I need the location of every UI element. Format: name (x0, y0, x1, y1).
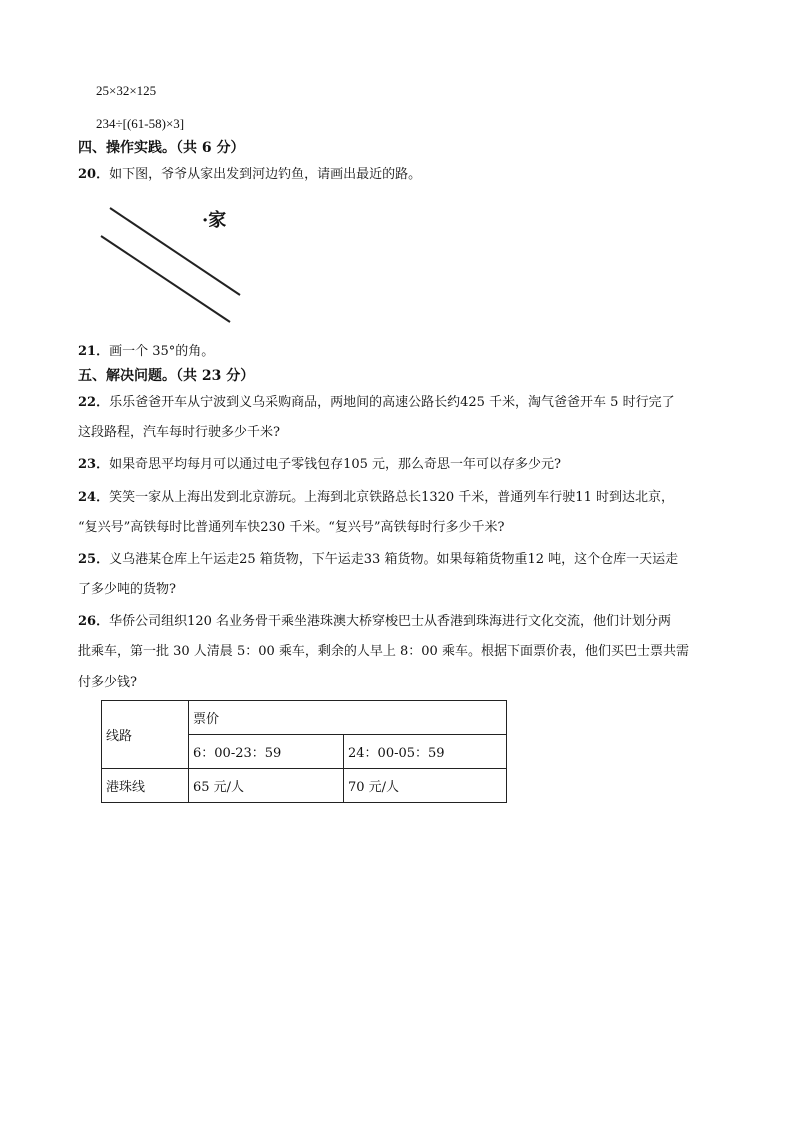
question-26-line-3: 付多少钱? (78, 675, 137, 690)
river-figure (98, 200, 248, 330)
table-row (102, 769, 507, 803)
question-25-line-1 (78, 551, 678, 569)
question-text: 华侨公司组织120 名业务骨干乘坐港珠澳大桥穿梭巴士从香港到珠海进行文化交流，他们计划分两 (109, 614, 672, 629)
question-text: 画一个 35°的角。 (109, 344, 215, 359)
price-2-cell: 70 元/人 (344, 769, 507, 803)
period-2-header: 24：00-05：59 (344, 735, 507, 769)
question-text: 义乌港某仓库上午运走25 箱货物，下午运走33 箱货物。如果每箱货物重12 吨，这个仓库一天运走 (109, 552, 679, 567)
question-22-line-1 (78, 394, 675, 412)
route-header: 线路 (102, 701, 189, 769)
question-number: 22． (78, 395, 110, 410)
question-25-line-2: 了多少吨的货物? (78, 582, 176, 597)
table-row (102, 701, 507, 735)
fare-table (101, 700, 507, 803)
question-21 (78, 343, 214, 361)
question-26-line-1 (78, 613, 671, 631)
section-4-title: 四、操作实践。（共 6 分） (78, 140, 245, 156)
river-bank-lower (101, 236, 230, 322)
question-number: 24． (78, 490, 110, 505)
question-24-line-1 (78, 489, 674, 507)
question-text: 如果奇思平均每月可以通过电子零钱包存105 元，那么奇思一年可以存多少元? (109, 457, 562, 472)
question-22-line-2: 这段路程，汽车每时行驶多少千米? (78, 425, 280, 440)
home-label: ·家 (202, 210, 227, 231)
question-number: 21． (78, 344, 110, 359)
question-number: 26． (78, 614, 110, 629)
expression-1: 25×32×125 (96, 83, 157, 98)
expression-2: 234÷[(61-58)×3] (96, 116, 185, 131)
question-text: 如下图，爷爷从家出发到河边钓鱼，请画出最近的路。 (109, 167, 422, 182)
question-text: 乐乐爸爸开车从宁波到义乌采购商品，两地间的高速公路长约425 千米，淘气爸爸开车 5 时行完了 (109, 395, 675, 410)
question-text: 笑笑一家从上海出发到北京游玩。上海到北京铁路总长1320 千米，普通列车行驶11 时到达北京， (109, 490, 674, 505)
route-cell: 港珠线 (102, 769, 189, 803)
question-number: 23． (78, 457, 110, 472)
price-1-cell: 65 元/人 (189, 769, 344, 803)
question-24-line-2: “复兴号”高铁每时比普通列车快230 千米。“复兴号”高铁每时行多少千米? (78, 520, 505, 535)
question-number: 20． (78, 167, 110, 182)
question-number: 25． (78, 552, 110, 567)
period-1-header: 6：00-23：59 (189, 735, 344, 769)
question-23 (78, 456, 561, 474)
question-26-line-2: 批乘车，第一批 30 人清晨 5：00 乘车，剩余的人早上 8：00 乘车。根据下面票价表，他们买巴士票共需 (78, 644, 689, 659)
price-header: 票价 (189, 701, 507, 735)
river-banks-drawing (98, 200, 248, 330)
question-20 (78, 166, 421, 184)
section-5-title: 五、解决问题。（共 23 分） (78, 368, 255, 384)
